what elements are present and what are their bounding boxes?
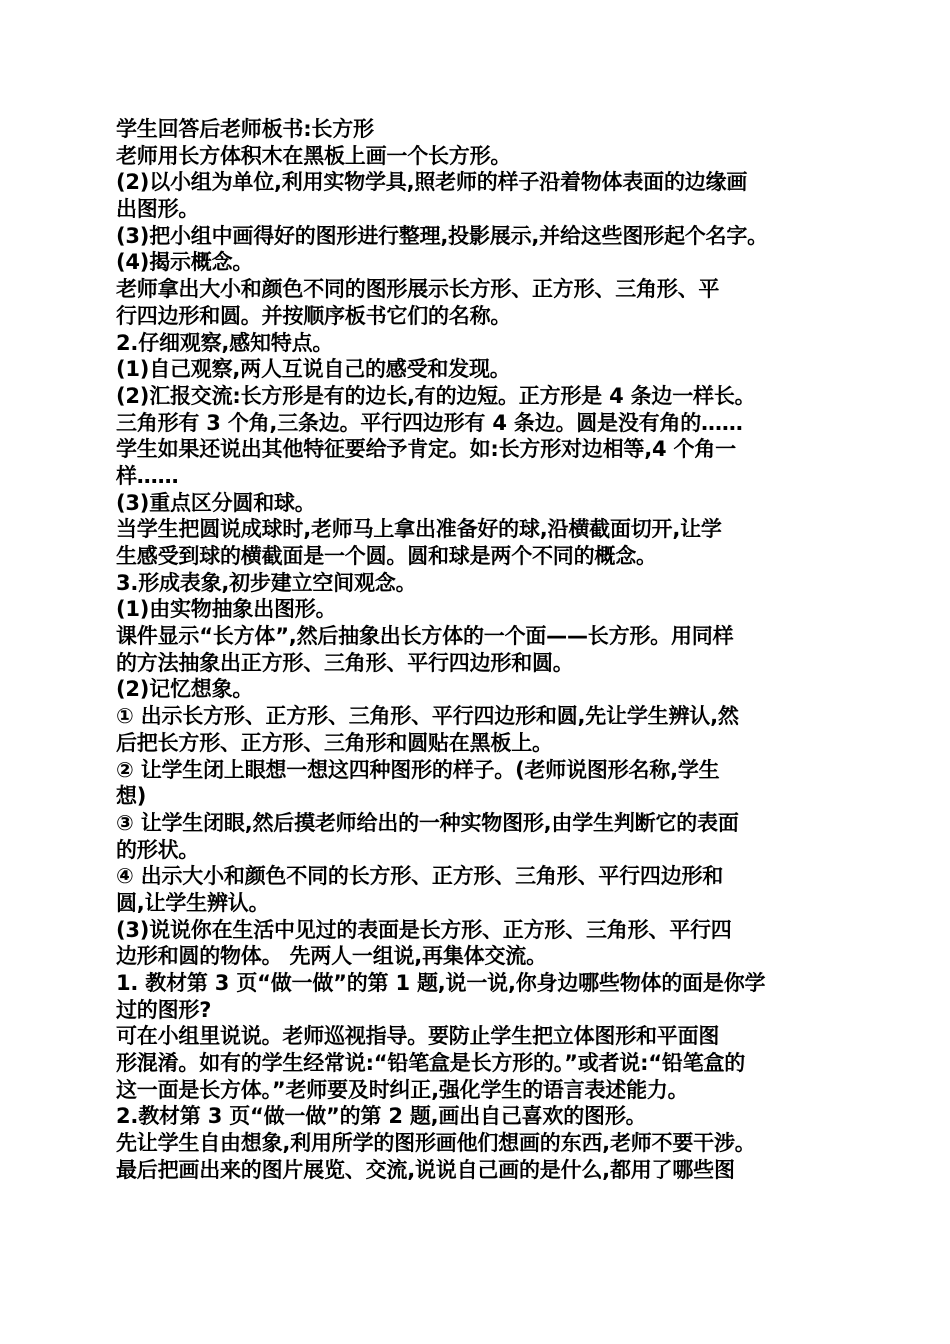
text-line: 的形状。 xyxy=(116,837,200,862)
text-line: 的方法抽象出正方形、三角形、平行四边形和圆。 xyxy=(116,650,574,675)
text-line: 样…… xyxy=(116,463,179,488)
text-line: 老师用长方体积木在黑板上画一个长方形。 xyxy=(116,143,512,168)
text-line: 学生回答后老师板书:长方形 xyxy=(116,117,374,141)
text-line: 最后把画出来的图片展览、交流,说说自己画的是什么,都用了哪些图 xyxy=(116,1157,735,1182)
text-line: (2)记忆想象。 xyxy=(116,677,254,702)
text-line: 先让学生自由想象,利用所学的图形画他们想画的东西,老师不要干涉。 xyxy=(116,1131,756,1156)
text-line: 边形和圆的物体。 先两人一组说,再集体交流。 xyxy=(116,944,547,969)
text-line: (4)揭示概念。 xyxy=(116,250,254,275)
text-line: ② 让学生闭上眼想一想这四种图形的样子。(老师说图形名称,学生 xyxy=(116,757,720,782)
text-line: 2.仔细观察,感知特点。 xyxy=(116,330,334,355)
text-line: 2.教材第 3 页“做一做”的第 2 题,画出自己喜欢的图形。 xyxy=(116,1104,647,1129)
text-line: 过的图形? xyxy=(116,997,212,1022)
text-line: (1)自己观察,两人互说自己的感受和发现。 xyxy=(116,357,511,382)
text-line: 行四边形和圆。并按顺序板书它们的名称。 xyxy=(116,303,512,328)
text-line: ④ 出示大小和颜色不同的长方形、正方形、三角形、平行四边形和 xyxy=(116,864,724,889)
text-line: 3.形成表象,初步建立空间观念。 xyxy=(116,570,417,595)
text-line: 学生如果还说出其他特征要给予肯定。如:长方形对边相等,4 个角一 xyxy=(116,437,736,462)
text-line: 圆,让学生辨认。 xyxy=(116,890,270,915)
text-line: (2)以小组为单位,利用实物学具,照老师的样子沿着物体表面的边缘画 xyxy=(116,170,748,195)
text-line: (2)汇报交流:长方形是有的边长,有的边短。正方形是 4 条边一样长。 xyxy=(116,383,756,408)
document-body xyxy=(116,116,840,1184)
text-line: 老师拿出大小和颜色不同的图形展示长方形、正方形、三角形、平 xyxy=(116,277,720,302)
text-line: 三角形有 3 个角,三条边。平行四边形有 4 条边。圆是没有角的…… xyxy=(116,410,743,435)
text-line: 1. 教材第 3 页“做一做”的第 1 题,说一说,你身边哪些物体的面是你学 xyxy=(116,971,766,995)
text-line: 想) xyxy=(116,784,147,809)
text-line: (3)说说你在生活中见过的表面是长方形、正方形、三角形、平行四 xyxy=(116,917,732,942)
text-line: (3)重点区分圆和球。 xyxy=(116,490,316,515)
text-line: 后把长方形、正方形、三角形和圆贴在黑板上。 xyxy=(116,730,553,755)
text-line: (3)把小组中画得好的图形进行整理,投影展示,并给这些图形起个名字。 xyxy=(116,223,768,248)
text-line: 形混淆。如有的学生经常说:“铅笔盒是长方形的。”或者说:“铅笔盒的 xyxy=(116,1051,746,1076)
text-line: (1)由实物抽象出图形。 xyxy=(116,597,337,622)
text-line: 出图形。 xyxy=(116,197,200,222)
text-line: 课件显示“长方体”,然后抽象出长方体的一个面——长方形。用同样 xyxy=(116,624,734,649)
text-line: ① 出示长方形、正方形、三角形、平行四边形和圆,先让学生辨认,然 xyxy=(116,704,739,729)
text-line: 当学生把圆说成球时,老师马上拿出准备好的球,沿横截面切开,让学 xyxy=(116,517,722,542)
text-line: ③ 让学生闭眼,然后摸老师给出的一种实物图形,由学生判断它的表面 xyxy=(116,810,739,835)
text-line: 这一面是长方体。”老师要及时纠正,强化学生的语言表述能力。 xyxy=(116,1077,689,1102)
text-line: 生感受到球的横截面是一个圆。圆和球是两个不同的概念。 xyxy=(116,544,657,568)
text-line: 可在小组里说说。老师巡视指导。要防止学生把立体图形和平面图 xyxy=(116,1024,720,1049)
